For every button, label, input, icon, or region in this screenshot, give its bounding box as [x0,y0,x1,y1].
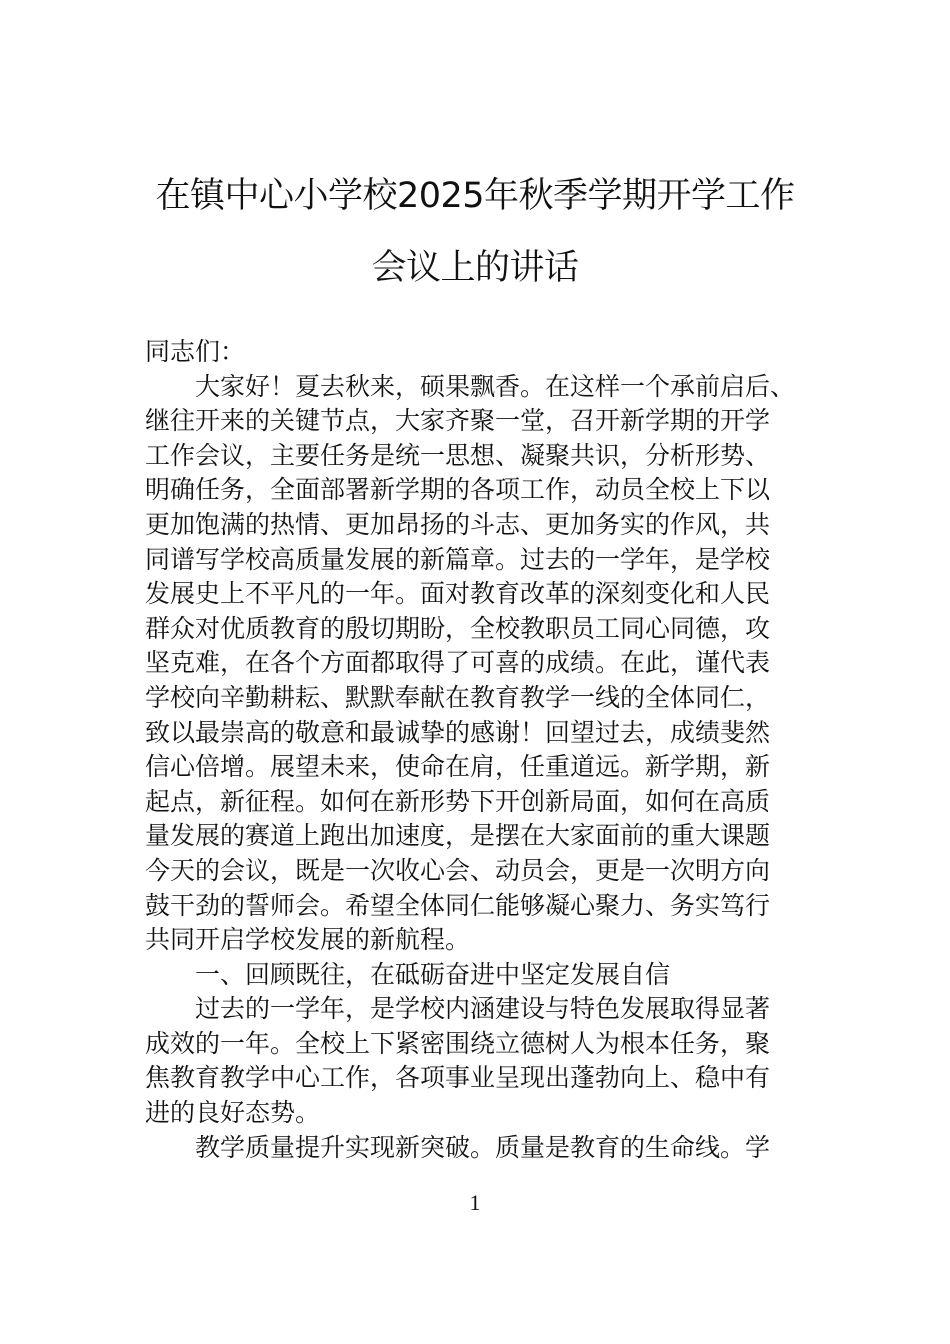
body-line: 学校向辛勤耕耘、默默奉献在教育教学一线的全体同仁， [145,682,771,712]
body-line: 致以最崇高的敬意和最诚挚的感谢！回望过去，成绩斐然 [145,717,771,747]
body-line: 工作会议，主要任务是统一思想、凝聚共识，分析形势、 [145,440,771,470]
body-line: 焦教育教学中心工作，各项事业呈现出蓬勃向上、稳中有 [145,1063,771,1093]
document-title-line-2: 会议上的讲话 [371,248,579,288]
section-heading: 一、回顾既往，在砥砺奋进中坚定发展自信 [195,959,671,989]
body-line: 发展史上不平凡的一年。面对教育改革的深刻变化和人民 [145,579,771,609]
body-line: 大家好！夏去秋来，硕果飘香。在这样一个承前启后、 [195,371,796,401]
body-line: 进的良好态势。 [145,1098,321,1128]
body-line: 过去的一学年，是学校内涵建设与特色发展取得显著 [195,994,771,1024]
body-line: 鼓干劲的誓师会。希望全体同仁能够凝心聚力、务实笃行 [145,890,771,920]
body-line: 同谱写学校高质量发展的新篇章。过去的一学年，是学校 [145,544,771,574]
document-title-line-1: 在镇中心小学校2025年秋季学期开学工作 [155,176,795,216]
body-line: 起点，新征程。如何在新形势下开创新局面，如何在高质 [145,786,771,816]
body-line: 继往开来的关键节点，大家齐聚一堂，召开新学期的开学 [145,406,771,436]
body-line: 明确任务，全面部署新学期的各项工作，动员全校上下以 [145,475,771,505]
body-line: 更加饱满的热情、更加昂扬的斗志、更加务实的作风，共 [145,509,771,539]
body-line: 今天的会议，既是一次收心会、动员会，更是一次明方向 [145,855,771,885]
body-line: 成效的一年。全校上下紧密围绕立德树人为根本任务，聚 [145,1028,771,1058]
page-number: 1 [469,1190,481,1215]
body-line: 信心倍增。展望未来，使命在肩，任重道远。新学期，新 [145,752,771,782]
salutation: 同志们： [145,337,246,366]
document-body [145,335,810,1165]
body-line: 量发展的赛道上跑出加速度，是摆在大家面前的重大课题 [145,821,771,851]
body-line: 坚克难，在各个方面都取得了可喜的成绩。在此，谨代表 [145,648,771,678]
body-line: 教学质量提升实现新突破。质量是教育的生命线。学 [195,1132,771,1162]
body-line: 群众对优质教育的殷切期盼，全校教职员工同心同德，攻 [145,613,771,643]
body-line: 共同开启学校发展的新航程。 [145,925,471,955]
